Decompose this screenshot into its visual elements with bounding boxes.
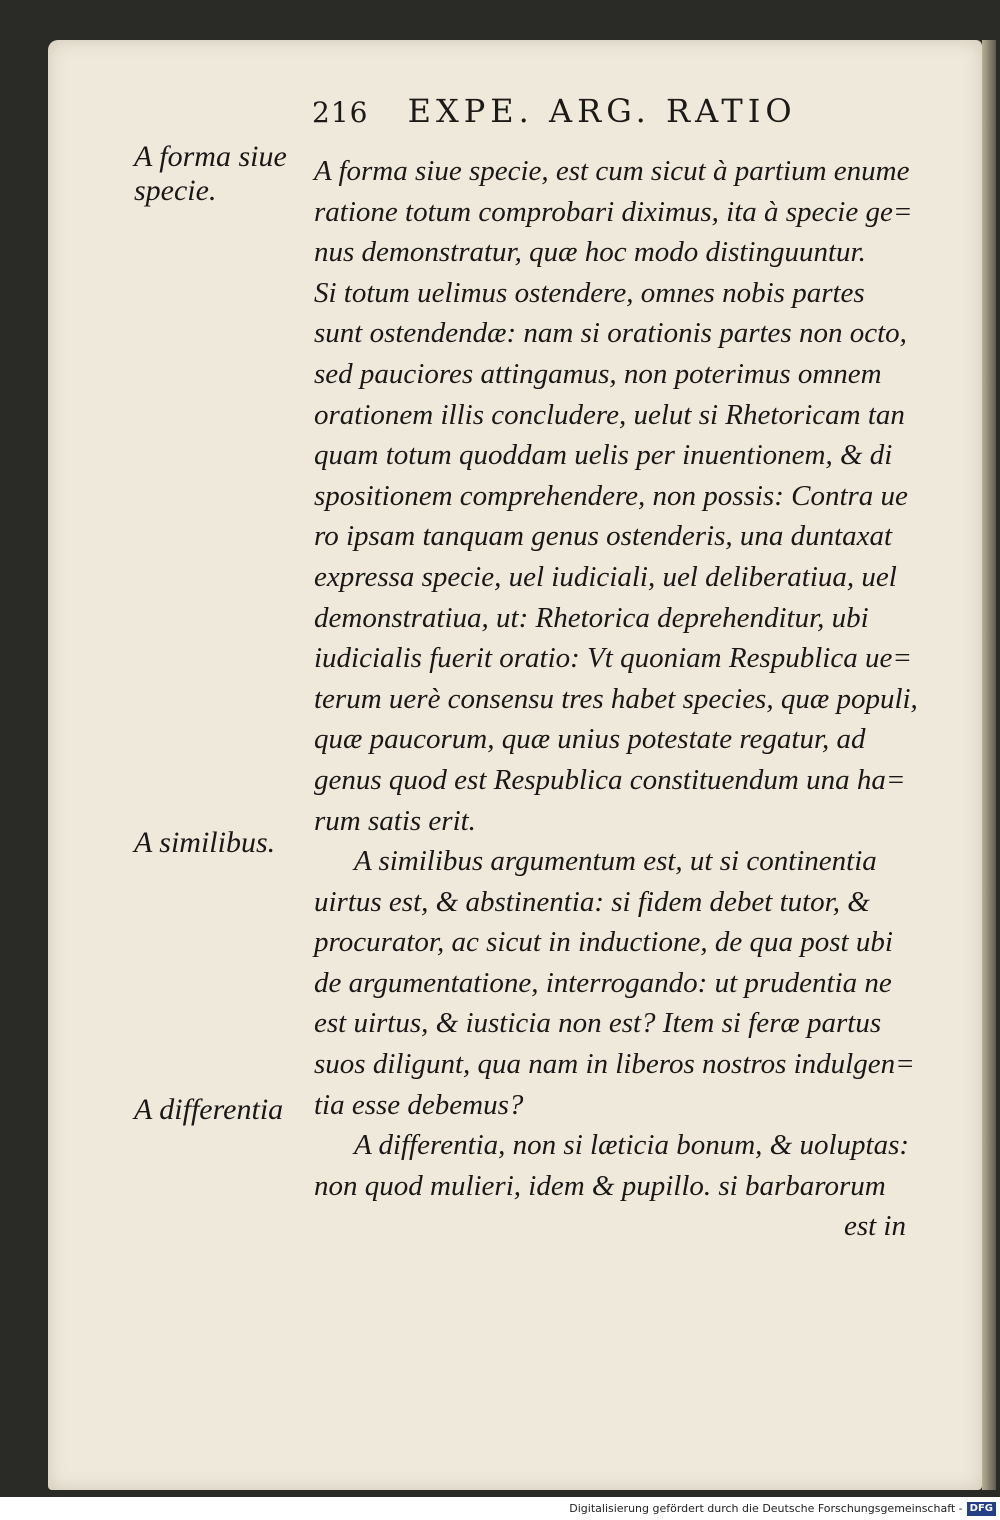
digitization-footer xyxy=(0,1497,1000,1520)
text-line: A differentia, non si læticia bonum, & uoluptas: xyxy=(354,1129,910,1162)
text-line: ratione totum comprobari diximus, ita à specie ge= xyxy=(314,195,913,228)
text-line: expressa specie, uel iudiciali, uel deliberatiua, uel xyxy=(314,560,897,593)
text-line: rum satis erit. xyxy=(314,804,476,837)
text-line: quæ paucorum, quæ unius potestate regatur, ad xyxy=(314,723,866,756)
dfg-logo: DFG xyxy=(967,1502,996,1516)
text-line: demonstratiua, ut: Rhetorica deprehenditur, ubi xyxy=(314,601,869,634)
text-line: suos diligunt, qua nam in liberos nostros indulgen= xyxy=(314,1048,915,1081)
text-line: terum uerè consensu tres habet species, quæ populi, xyxy=(314,682,918,715)
text-line: ro ipsam tanquam genus ostenderis, una duntaxat xyxy=(314,520,893,553)
text-line: nus demonstratur, quæ hoc modo distinguuntur. xyxy=(314,236,866,269)
paragraph-forma xyxy=(314,151,918,841)
text-line: est uirtus, & iusticia non est? Item si feræ partus xyxy=(314,1007,882,1040)
text-line: Si totum uelimus ostendere, omnes nobis partes xyxy=(314,276,865,309)
running-head xyxy=(312,92,872,130)
marginal-note-forma xyxy=(134,140,287,208)
marginal-line: A forma siue xyxy=(134,140,287,173)
text-line: quam totum quoddam uelis per inuentionem, & di xyxy=(314,439,893,472)
text-line: A forma siue specie, est cum sicut à partium enume xyxy=(314,155,910,187)
text-line: A similibus argumentum est, ut si continentia xyxy=(354,845,877,878)
catchword: est in xyxy=(843,1210,906,1243)
page-number: 216 xyxy=(312,96,369,129)
running-title: EXPE. ARG. RATIO xyxy=(407,92,797,130)
page-edge xyxy=(982,40,996,1490)
paragraph-differentia xyxy=(314,1125,914,1206)
text-line: procurator, ac sicut in inductione, de qua post ubi xyxy=(314,926,893,959)
text-line: non quod mulieri, idem & pupillo. si barbarorum xyxy=(314,1169,886,1202)
text-line: tia esse debemus? xyxy=(314,1088,524,1121)
marginal-note-differentia: A differentia xyxy=(134,1093,284,1126)
text-line: sunt ostendendæ: nam si orationis partes non octo, xyxy=(314,317,907,350)
text-line: spositionem comprehendere, non possis: Contra ue xyxy=(314,479,908,512)
text-line: orationem illis concludere, uelut si Rhetoricam tan xyxy=(314,398,905,431)
body-text xyxy=(314,151,918,1247)
marginal-line: specie. xyxy=(134,174,217,207)
paragraph-similibus xyxy=(314,841,914,1125)
text-line: de argumentatione, interrogando: ut prudentia ne xyxy=(314,966,892,999)
footer-credit: Digitalisierung gefördert durch die Deutsche Forschungsgemeinschaft - xyxy=(569,1502,963,1515)
text-line: sed pauciores attingamus, non poterimus omnem xyxy=(314,357,882,390)
text-line: iudicialis fuerit oratio: Vt quoniam Respublica ue= xyxy=(314,642,912,675)
text-line: genus quod est Respublica constituendum una ha= xyxy=(314,763,906,796)
marginal-note-similibus: A similibus. xyxy=(134,826,276,859)
text-line: uirtus est, & abstinentia: si fidem debet tutor, & xyxy=(314,885,870,918)
